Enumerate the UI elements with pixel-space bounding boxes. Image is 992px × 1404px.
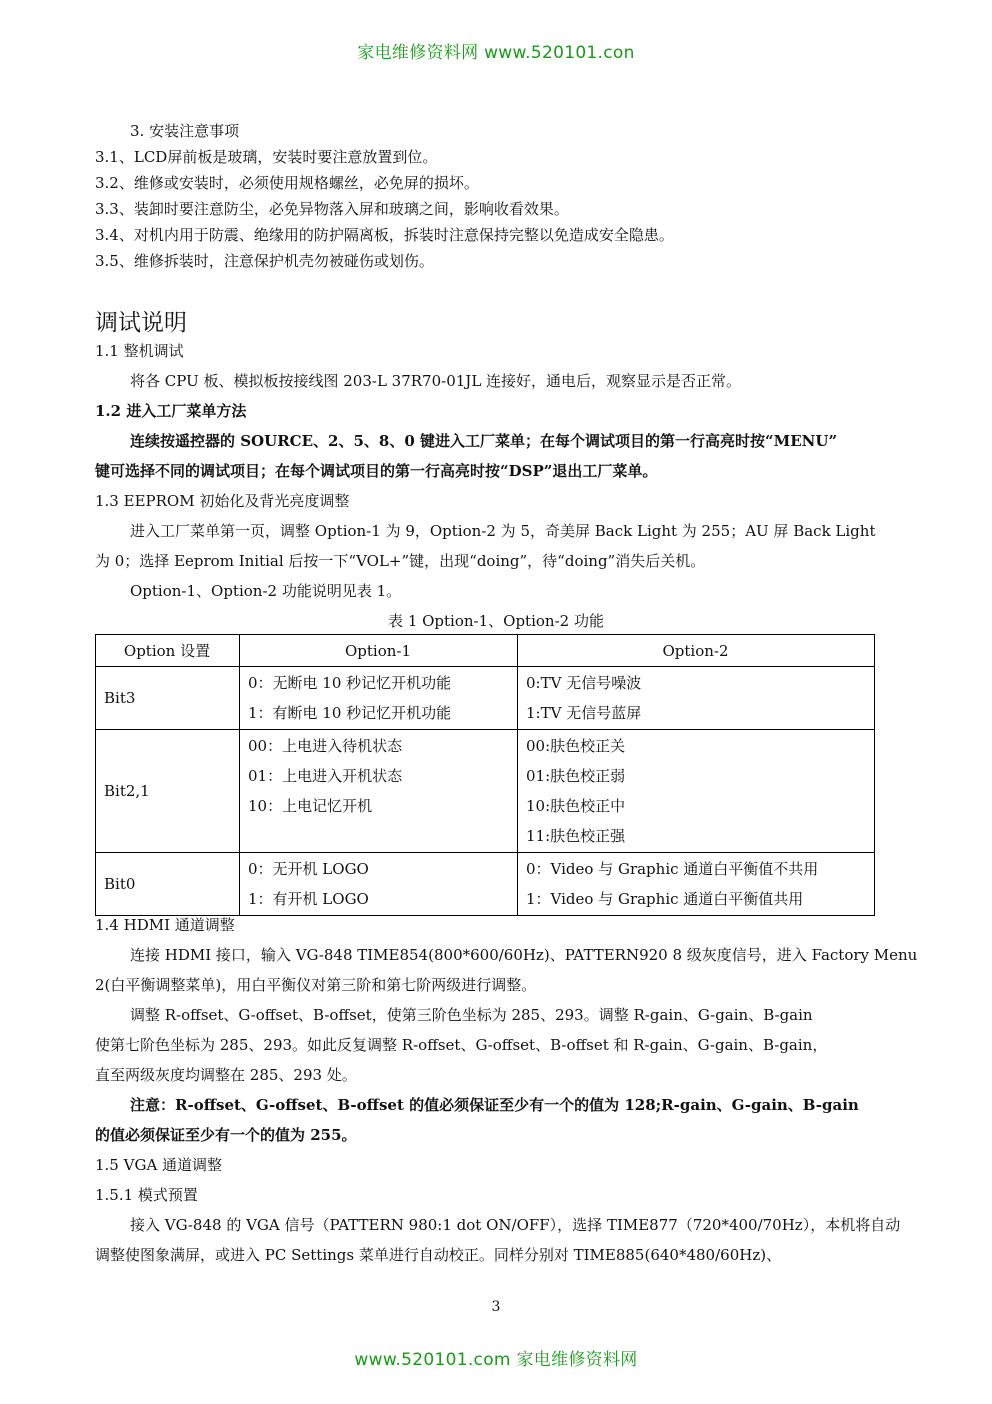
table-cell-bit: Bit0 [96,853,240,916]
s11-text: 将各 CPU 板、模拟板按接线图 203-L 37R70-01JL 连接好，通电后，观察显示是否正常。 [130,372,742,390]
watermark-header: 家电维修资料网 www.520101.con [357,43,635,63]
install-item-3: 3.3、装卸时要注意防尘，必免异物落入屏和玻璃之间，影响收看效果。 [95,200,569,218]
s14-line-4: 使第七阶色坐标为 285、293。如此反复调整 R-offset、G-offset、B-offset 和 R-gain、G-gain、B-gain， [95,1036,828,1054]
table-row [96,730,875,853]
table-row [96,853,875,916]
table-header-row [96,635,875,667]
s13-line-2: 为 0；选择 Eeprom Initial 后按一下“VOL+”键，出现“doing”，待“doing”消失后关机。 [95,552,706,570]
install-item-2: 3.2、维修或安装时，必须使用规格螺丝，必免屏的损坏。 [95,174,479,192]
cell-line: 01：上电进入开机状态 [248,767,403,785]
table-header-cell: Option-1 [240,635,518,667]
cell-line: 1：有开机 LOGO [248,890,369,908]
s14-line-2: 2(白平衡调整菜单)，用白平衡仪对第三阶和第七阶两级进行调整。 [95,976,537,994]
s13-title: 1.3 EEPROM 初始化及背光亮度调整 [95,492,350,510]
table-cell-option1 [240,730,518,853]
cell-line: 1:TV 无信号蓝屏 [526,704,642,722]
s12-line-2: 键可选择不同的调试项目；在每个调试项目的第一行高亮时按“DSP”退出工厂菜单。 [95,462,658,480]
cell-line: 11:肤色校正强 [526,827,626,845]
table-cell-option1 [240,853,518,916]
table-header-cell: Option-2 [518,635,875,667]
page-number: 3 [491,1299,501,1315]
table-cell-option2 [518,667,875,730]
s14-line-5: 直至两级灰度均调整在 285、293 处。 [95,1066,357,1084]
s14-note-2: 的值必须保证至少有一个的值为 255。 [95,1126,357,1144]
option-table [95,634,875,916]
cell-line: 0:TV 无信号噪波 [526,674,642,692]
table-cell-option1 [240,667,518,730]
s14-line-1: 连接 HDMI 接口，输入 VG-848 TIME854(800*600/60Hz)、PATTERN920 8 级灰度信号，进入 Factory Menu [130,946,918,964]
install-item-5: 3.5、维修拆装时，注意保护机壳勿被碰伤或划伤。 [95,252,434,270]
s15-title: 1.5 VGA 通道调整 [95,1156,223,1174]
s13-line-3: Option-1、Option-2 功能说明见表 1。 [130,582,402,600]
table-row [96,667,875,730]
s14-note-1: 注意：R-offset、G-offset、B-offset 的值必须保证至少有一个的值为 128;R-gain、G-gain、B-gain [130,1096,859,1114]
cell-line: 0：无断电 10 秒记忆开机功能 [248,674,452,692]
cell-line: 01:肤色校正弱 [526,767,626,785]
cell-line: 00:肤色校正关 [526,737,626,755]
s151-line-2: 调整使图象满屏，或进入 PC Settings 菜单进行自动校正。同样分别对 TIME885(640*480/60Hz)、 [95,1246,782,1264]
install-item-4: 3.4、对机内用于防震、绝缘用的防护隔离板，拆装时注意保持完整以免造成安全隐患。 [95,226,674,244]
table-header-cell: Option 设置 [96,635,240,667]
table-cell-option2 [518,853,875,916]
install-title: 3. 安装注意事项 [130,122,240,140]
s14-line-3: 调整 R-offset、G-offset、B-offset，使第三阶色坐标为 285、293。调整 R-gain、G-gain、B-gain [130,1006,813,1024]
s14-title: 1.4 HDMI 通道调整 [95,916,235,934]
table-cell-bit: Bit2,1 [96,730,240,853]
cell-line: 00：上电进入待机状态 [248,737,403,755]
s12-title: 1.2 进入工厂菜单方法 [95,402,247,420]
s12-line-1: 连续按遥控器的 SOURCE、2、5、8、0 键进入工厂菜单；在每个调试项目的第一行高亮时按“MENU” [130,432,838,450]
cell-line: 1：Video 与 Graphic 通道白平衡值共用 [526,890,804,908]
section-heading-debug: 调试说明 [95,310,187,336]
s151-line-1: 接入 VG-848 的 VGA 信号（PATTERN 980:1 dot ON/OFF），选择 TIME877（720*400/70Hz），本机将自动 [130,1216,901,1234]
s13-line-1: 进入工厂菜单第一页，调整 Option-1 为 9，Option-2 为 5，奇美屏 Back Light 为 255；AU 屏 Back Light [130,522,876,540]
cell-line: 0：无开机 LOGO [248,860,369,878]
cell-line: 10：上电记忆开机 [248,797,373,815]
watermark-footer: www.520101.com 家电维修资料网 [354,1350,638,1370]
table-cell-option2 [518,730,875,853]
install-item-1: 3.1、LCD屏前板是玻璃，安装时要注意放置到位。 [95,148,438,166]
s151-title: 1.5.1 模式预置 [95,1186,198,1204]
s11-title: 1.1 整机调试 [95,342,184,360]
cell-line: 0：Video 与 Graphic 通道白平衡值不共用 [526,860,819,878]
table-cell-bit: Bit3 [96,667,240,730]
table-caption: 表 1 Option-1、Option-2 功能 [388,612,604,630]
cell-line: 1：有断电 10 秒记忆开机功能 [248,704,452,722]
cell-line: 10:肤色校正中 [526,797,626,815]
